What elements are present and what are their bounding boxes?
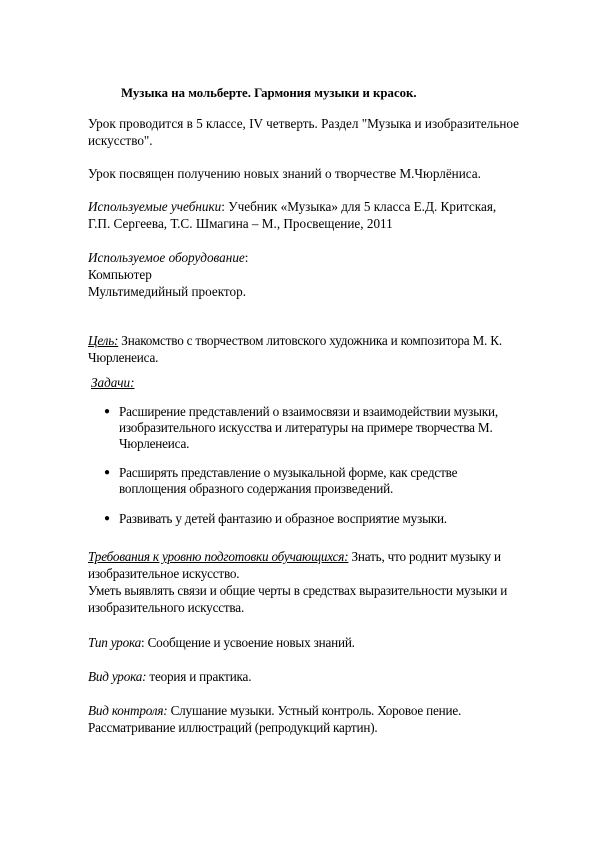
equipment-item: Компьютер [88,267,152,282]
requirements-label: Требования к уровню подготовки обучающихся: [88,549,349,564]
lesson-type-label: Тип урока [88,635,142,650]
textbooks-label: Используемые учебники [88,199,222,214]
control-label: Вид контроля: [88,703,168,718]
control-paragraph [88,702,558,736]
textbooks-paragraph [88,198,558,232]
equipment-colon: : [244,250,249,265]
document-title: Музыка на мольберте. Гармония музыки и красок. [121,86,417,100]
tasks-heading [91,374,561,391]
textbooks-colon: : [221,199,229,214]
lesson-kind-value: теория и практика. [146,669,252,684]
lesson-type-colon: : [141,635,148,650]
control-line-1: Слушание музыки. Устный контроль. Хоровое пение. [167,703,462,718]
goal-line-2: Чюрленеиса. [88,350,159,365]
tasks-label: Задачи: [91,375,135,390]
lesson-kind-label: Вид урока: [88,669,147,684]
purpose-paragraph: Урок посвящен получению новых знаний о творчестве М.Чюрлёниса. [88,166,481,181]
intro-paragraph [88,115,558,149]
list-item [104,465,544,497]
tasks-list [104,404,544,527]
requirements-line-4: изобразительного искусства. [88,600,245,615]
task-line: Расширение представлений о взаимосвязи и взаимодействии музыки, [119,404,498,419]
task-line: Развивать у детей фантазию и образное восприятие музыки. [119,511,447,526]
textbooks-line-1: Учебник «Музыка» для 5 класса Е.Д. Критская, [228,199,497,214]
lesson-type-value: Сообщение и усвоение новых знаний. [147,635,355,650]
goal-paragraph [88,332,558,366]
bullet-icon: ● [104,513,110,524]
requirements-line-2: изобразительное искусство. [88,566,240,581]
requirements-paragraph [88,548,558,616]
bullet-icon: ● [104,467,110,478]
equipment-label: Используемое оборудование [88,250,245,265]
task-line: Чюрленеиса. [119,436,190,451]
equipment-paragraph [88,249,558,300]
list-item [104,404,544,452]
lesson-type-paragraph [88,634,558,651]
goal-label: Цель: [88,333,119,348]
list-item [104,511,544,527]
textbooks-line-2: Г.П. Сергеева, Т.С. Шмагина – М., Просвещение, 2011 [88,216,393,231]
task-line: изобразительного искусства и литературы на примере творчества М. [119,420,493,435]
task-line: воплощения образного содержания произведений. [119,481,394,496]
bullet-icon: ● [104,406,110,417]
intro-line-2: искусство". [88,133,153,148]
lesson-kind-paragraph [88,668,558,685]
requirements-line-1: Знать, что роднит музыку и [348,549,501,564]
goal-line-1: Знакомство с творчеством литовского художника и композитора М. К. [118,333,502,348]
task-line: Расширять представление о музыкальной форме, как средстве [119,465,458,480]
control-line-2: Рассматривание иллюстраций (репродукций картин). [88,720,378,735]
requirements-line-3: Уметь выявлять связи и общие черты в средствах выразительности музыки и [88,583,508,598]
intro-line-1: Урок проводится в 5 классе, IV четверть. Раздел "Музыка и изобразительное [88,116,519,131]
equipment-item: Мультимедийный проектор. [88,284,247,299]
